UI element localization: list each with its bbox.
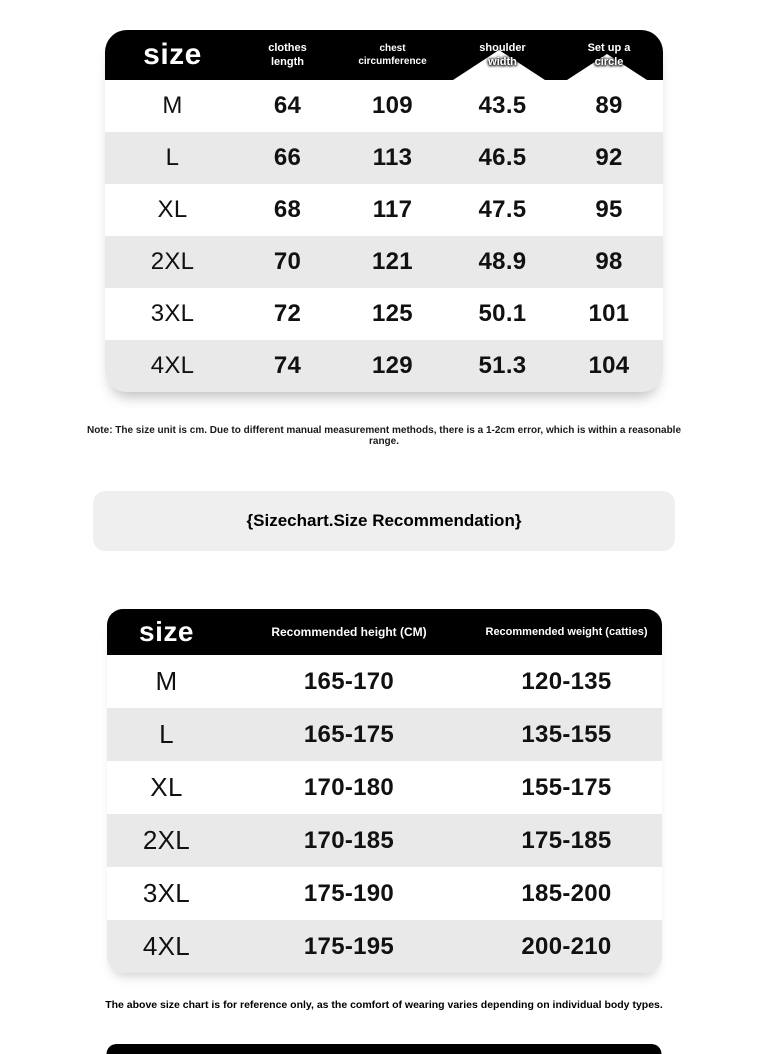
value-cell: 92 (595, 144, 623, 171)
value-cell: 64 (273, 92, 302, 119)
size-column-header: size (143, 38, 202, 71)
size-cell: 3XL (150, 300, 195, 327)
header-line: length (271, 56, 304, 68)
value-cell: 170-185 (303, 826, 395, 854)
size-cell: 3XL (142, 878, 191, 908)
value-cell: 155-175 (521, 773, 612, 801)
size-cell: 2XL (142, 825, 191, 855)
value-cell: 47.5 (478, 196, 527, 223)
size-chart-page (0, 30, 768, 1011)
value-cell: 51.3 (478, 352, 527, 379)
table-row (105, 80, 663, 132)
table-row (105, 184, 663, 236)
size-cell: XL (150, 772, 183, 802)
value-cell: 46.5 (478, 144, 527, 171)
value-cell: 98 (595, 248, 623, 275)
reference-note: The above size chart is for reference only, as the comfort of wearing varies depending on individual body types. (105, 999, 663, 1011)
table-row (107, 867, 662, 920)
value-cell: 165-170 (303, 667, 395, 695)
size-cell: 2XL (150, 248, 195, 275)
value-cell: 104 (588, 352, 630, 379)
value-cell: 129 (372, 352, 413, 379)
table-row (107, 708, 662, 761)
size-cell: L (159, 719, 174, 749)
measurement-table (105, 30, 663, 392)
shoulder-width-column-header (450, 41, 555, 70)
value-cell: 117 (372, 196, 413, 223)
header-line: circle (594, 56, 624, 68)
value-cell: 175-190 (303, 879, 395, 907)
header-line: clothes (268, 41, 307, 54)
measurement-note: Note: The size unit is cm. Due to different manual measurement methods, there is a 1-2cm error, which is within a reasonable range. (86, 425, 682, 447)
recommendation-table (107, 609, 662, 973)
header-line: circumference (358, 56, 427, 67)
measurement-table-header (105, 30, 663, 80)
value-cell: 89 (595, 92, 623, 119)
value-cell: 48.9 (478, 248, 527, 275)
table-row (105, 236, 663, 288)
value-cell: 170-180 (303, 773, 395, 801)
header-line: chest (379, 43, 406, 54)
header-line: shoulder (479, 41, 526, 54)
size-cell: XL (157, 196, 188, 223)
value-cell: 200-210 (521, 932, 612, 960)
table-row (107, 761, 662, 814)
value-cell: 109 (372, 92, 413, 119)
value-cell: 185-200 (521, 879, 612, 907)
set-up-circle-column-header (555, 41, 663, 70)
size-cell: M (155, 666, 178, 696)
value-cell: 175-195 (303, 932, 395, 960)
header-line: width (488, 56, 517, 68)
size-cell: 4XL (142, 931, 191, 961)
size-cell: 4XL (150, 352, 195, 379)
value-cell: 72 (273, 300, 302, 327)
table-row (107, 814, 662, 867)
value-cell: 165-175 (303, 720, 395, 748)
table-row (107, 655, 662, 708)
banner-label: {Sizechart.Size Recommendation} (246, 511, 522, 530)
clothes-length-column-header (240, 41, 335, 70)
value-cell: 121 (372, 248, 413, 275)
table-row (105, 132, 663, 184)
next-section-header-partial (107, 1044, 662, 1054)
size-recommendation-banner (93, 491, 675, 551)
recommended-height-column-header: Recommended height (CM) (271, 625, 427, 639)
recommendation-table-header (107, 609, 662, 655)
value-cell: 50.1 (478, 300, 527, 327)
value-cell: 70 (273, 248, 302, 275)
table-row (107, 920, 662, 973)
size-cell: L (165, 144, 180, 171)
value-cell: 135-155 (521, 720, 612, 748)
header-line: Set up a (587, 41, 631, 54)
size-cell: M (162, 92, 183, 119)
table-row (105, 340, 663, 392)
value-cell: 66 (273, 144, 302, 171)
table-row (105, 288, 663, 340)
value-cell: 68 (273, 196, 302, 223)
recommended-weight-column-header: Recommended weight (catties) (485, 626, 648, 638)
value-cell: 74 (273, 352, 302, 379)
value-cell: 175-185 (521, 826, 612, 854)
value-cell: 101 (588, 300, 630, 327)
size-column-header: size (139, 616, 194, 647)
chest-circumference-column-header (335, 42, 450, 68)
value-cell: 113 (372, 144, 413, 171)
value-cell: 95 (595, 196, 623, 223)
value-cell: 43.5 (478, 92, 527, 119)
value-cell: 120-135 (521, 667, 612, 695)
value-cell: 125 (372, 300, 413, 327)
